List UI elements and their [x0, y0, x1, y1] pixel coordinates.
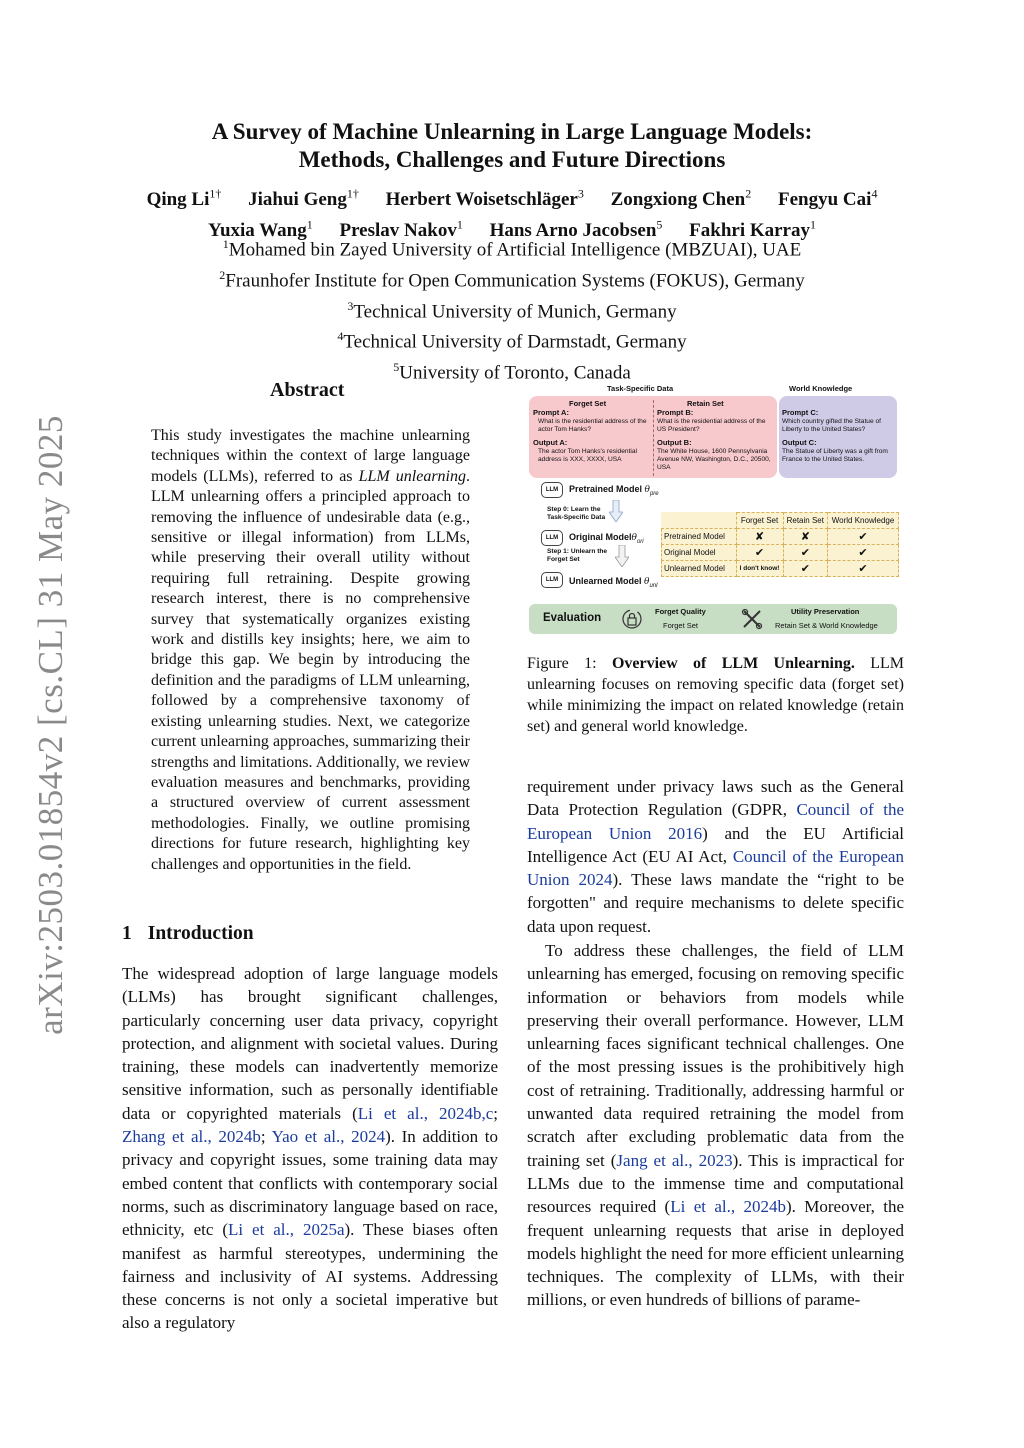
author: Fengyu Cai$^4$ — [778, 187, 878, 211]
title-line-1: A Survey of Machine Unlearning in Large Language Models: — [211, 119, 813, 144]
citation-link[interactable]: Li et al., 2025a — [227, 1220, 345, 1240]
output-b-label: Output B: — [657, 438, 692, 447]
citation-link[interactable]: Council of the European Union 2024 — [527, 846, 904, 890]
check-icon: ✔ — [828, 545, 899, 561]
citation-link[interactable]: Li et al., 2024b,c — [357, 1103, 494, 1123]
author: Jiahui Geng$^{1\dagger}$ — [248, 187, 359, 211]
table-row — [662, 561, 899, 577]
tools-icon — [741, 608, 763, 630]
row-label: Unlearned Model — [662, 561, 737, 577]
arrow-down-icon — [609, 500, 623, 522]
figure-1 — [527, 380, 905, 638]
affiliation: $^1$Mohamed bin Zayed University of Artificial Intelligence (MBZUAI), UAE — [222, 237, 802, 261]
forget-quality-label: Forget Quality — [655, 607, 706, 616]
unlearned-model-label: Unlearned Model $\theta_{unl}$ — [569, 576, 658, 589]
output-c-label: Output C: — [782, 438, 817, 447]
affiliation: $^3$Technical University of Munich, Germany — [347, 298, 677, 322]
evaluation-label: Evaluation — [543, 612, 602, 624]
citation-link[interactable]: Jang et al., 2023 — [616, 1150, 733, 1170]
llm-icon: LLM — [541, 482, 563, 498]
output-c-text: The Statue of Liberty was a gift from France to the United States. — [782, 448, 888, 463]
panel-divider — [653, 400, 654, 476]
llm-icon: LLM — [541, 530, 563, 546]
prompt-b-label: Prompt B: — [657, 408, 694, 417]
step-1-label: Step 1: Unlearn the Forget Set — [547, 548, 608, 563]
abstract-body: This study investigates the machine unlearning techniques within the context of large language models (LLMs), referred to as LLM unlearning. LLM unlearning offers a principled approach to removing the influence of undesirable data (e.g., sensitive or illegal information) from LLMs, while preserving their overall utility without requiring full retraining. Despite growing research interest, there is no comprehensive survey that systematically organizes existing work and distills key insights; here, we aim to bridge this gap. We begin by introducing the definition and the paradigms of LLM unlearning, followed by a comprehensive taxonomy of existing unlearning studies. Next, we categorize current unlearning approaches, summarizing their strengths and limitations. Additionally, we review evaluation measures and benchmarks, providing a structured overview of current assessment methodologies. Finally, we outline promising directions for future research, highlighting key challenges and opportunities in the field. — [151, 427, 471, 873]
author: Hans Arno Jacobsen$^5$ — [489, 217, 663, 241]
check-icon: ✔ — [783, 561, 827, 577]
task-specific-label: Task-Specific Data — [607, 384, 674, 393]
table-header: World Knowledge — [828, 513, 899, 529]
body-paragraph: To address these challenges, the field of LLM unlearning has emerged, focusing on removing specific information or behaviors from models while preserving their overall performance. However, LLM unlearning faces significant technical challenges. One of the most pressing issues is the prohibitively high cost of retraining. Traditionally, addressing harmful or unwanted data required retraining the model from scratch after excluding problematic data from the training set (Jang et al., 2023). This is impractical for LLMs due to the immense time and computational resources required (Li et al., 2024b). Moreover, the frequent unlearning requests that arise in deployed models highlight the need for more efficient unlearning techniques. The complexity of LLMs, with their millions, or even hundreds of billions of parame- — [527, 941, 905, 1310]
output-a-text: The actor Tom Hanks's residential address is XXX, XXXX, USA — [538, 448, 637, 463]
lock-refresh-icon — [621, 608, 643, 630]
step-0-label: Step 0: Learn the Task-Specific Data — [547, 506, 606, 521]
citation-link[interactable]: Zhang et al., 2024b — [122, 1127, 261, 1147]
row-label: Original Model — [662, 545, 737, 561]
output-b-text: The White House, 1600 Pennsylvania Avenue NW, Washington, D.C., 20500, USA — [657, 448, 771, 471]
world-knowledge-label: World Knowledge — [789, 384, 853, 393]
prompt-c-label: Prompt C: — [782, 408, 819, 417]
abstract-heading: Abstract — [270, 379, 345, 401]
output-a-label: Output A: — [533, 438, 568, 447]
llm-icon: LLM — [541, 572, 563, 588]
table-header: Forget Set — [736, 513, 783, 529]
task-data-panel — [529, 396, 777, 478]
affiliation: $^2$Fraunhofer Institute for Open Communication Systems (FOKUS), Germany — [219, 267, 805, 292]
utility-preservation-label: Utility Preservation — [791, 607, 860, 616]
paper-title — [0, 118, 1024, 174]
row-label: Pretrained Model — [662, 529, 737, 545]
body-paragraph: requirement under privacy laws such as the General Data Protection Regulation (GDPR, Council of the European Union 2016) and the EU Artificial Intelligence Act (EU AI Act, Council of the European Union 2024). These laws mandate the “right to be forgotten" and require mechanisms to delete specific data upon request. — [527, 777, 904, 936]
intro-paragraph: The widespread adoption of large language models (LLMs) has brought significant challenges, particularly concerning user data privacy, copyright protection, and alignment with societal values. During training, these models can inadvertently memorize sensitive information, such as personally identifiable data or copyrighted materials (Li et al., 2024b,c; Zhang et al., 2024b; Yao et al., 2024). In addition to privacy and copyright issues, some training data may embed content that conflicts with contemporary social norms, such as discriminatory language based on race, ethnicity, etc (Li et al., 2025a). These biases often manifest as harmful stereotypes, undermining the fairness and inclusivity of AI systems. Addressing these concerns is not only a societal imperative but also a regulatory — [122, 964, 498, 1333]
author: Zongxiong Chen$^2$ — [610, 187, 752, 211]
authors-row-1 — [0, 182, 1024, 212]
affiliation: $^5$University of Toronto, Canada — [393, 360, 631, 384]
author: Qing $Li^{1\dagger}$ — [146, 187, 222, 211]
citation-link[interactable]: Council of the European Union 2016 — [527, 800, 904, 843]
world-knowledge-panel — [779, 396, 897, 478]
check-icon: ✔ — [828, 529, 899, 545]
affiliation-list — [0, 232, 1024, 386]
arrow-down-icon — [615, 545, 629, 567]
cross-icon: ✘ — [783, 529, 827, 545]
pretrained-model-label: Pretrained Model $\theta_{pre}$ — [569, 484, 659, 497]
section-heading-introduction: 1 Introduction — [122, 923, 254, 944]
table-header-row — [662, 513, 899, 529]
utility-preservation-sub: Retain Set & World Knowledge — [775, 621, 878, 630]
i-dont-know-cell: I don't know! — [736, 561, 783, 577]
title-line-2: Methods, Challenges and Future Directions — [298, 147, 726, 172]
author: Herbert Woisetschläger$^3$ — [385, 187, 584, 211]
prompt-b-text: What is the residential address of the US President? — [657, 418, 766, 433]
figure-1-caption: Figure 1: Overview of LLM Unlearning. LLM unlearning focuses on removing specific data (forget set) while minimizing the impact on related knowledge (retain set) and general world knowledge. — [527, 655, 905, 735]
prompt-a-text: What is the residential address of the actor Tom Hanks? — [538, 418, 647, 433]
citation-link[interactable]: Li et al., 2024b — [670, 1197, 786, 1217]
prompt-a-label: Prompt A: — [533, 408, 569, 417]
forget-quality-sub: Forget Set — [663, 621, 699, 630]
forget-set-label: Forget Set — [569, 399, 607, 408]
check-icon: ✔ — [828, 561, 899, 577]
check-icon: ✔ — [783, 545, 827, 561]
figure-results-table — [661, 512, 899, 577]
table-row — [662, 529, 899, 545]
check-icon: ✔ — [736, 545, 783, 561]
citation-link[interactable]: Yao et al., 2024 — [271, 1127, 386, 1147]
original-model-label: Original Modelθ$_{ori}$ — [569, 532, 644, 545]
table-header: Retain Set — [783, 513, 827, 529]
table-row — [662, 545, 899, 561]
retain-set-label: Retain Set — [687, 399, 724, 408]
cross-icon: ✘ — [736, 529, 783, 545]
affiliation: $^4$Technical University of Darmstadt, Germany — [337, 329, 687, 353]
author: Yuxia Wang$^1$ — [207, 217, 313, 241]
arxiv-id-text: arXiv:2503.01854v2 [cs.CL] 31 May 2025 — [31, 415, 70, 1035]
evaluation-bar — [529, 604, 897, 634]
arxiv-identifier — [26, 415, 76, 1035]
author: Fakhri Karray$^1$ — [689, 217, 816, 241]
prompt-c-text: Which country gifted the Statue of Liberty to the United States? — [782, 418, 881, 433]
author: Preslav Nakov$^1$ — [339, 217, 463, 241]
